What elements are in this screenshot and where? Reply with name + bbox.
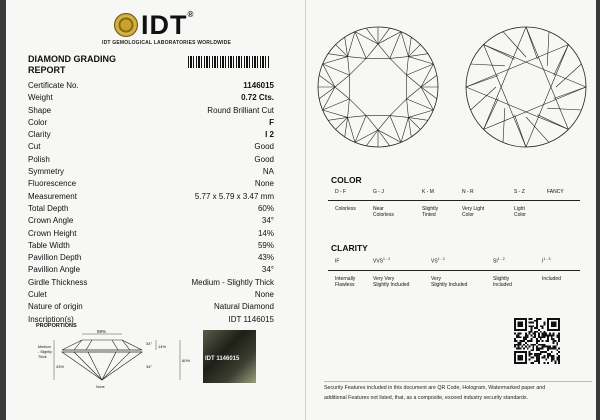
table-pct-label: 59%	[97, 329, 107, 334]
clarity-desc-line: Slightly Included	[431, 282, 468, 288]
girdle-label-3: Thick	[38, 355, 47, 359]
clarity-grade	[542, 257, 550, 265]
field-label: Fluorescence	[28, 179, 77, 189]
clarity-desc-line: Slightly	[493, 276, 510, 282]
color-grade: D - F	[335, 189, 347, 195]
field-row	[28, 117, 274, 129]
grading-report	[6, 0, 596, 420]
field-label: Culet	[28, 290, 47, 300]
registered-mark: ®	[187, 9, 195, 19]
color-desc-line: Very Light	[462, 206, 485, 212]
clarity-scale-rule	[328, 270, 580, 271]
field-value: Natural Diamond	[213, 302, 274, 312]
field-row	[28, 178, 274, 190]
field-value: 1146015	[243, 81, 274, 90]
clarity-desc-line: Very	[431, 276, 442, 282]
field-label: Shape	[28, 105, 52, 115]
color-desc-line: Light	[514, 206, 525, 212]
field-row	[28, 80, 274, 92]
field-label: Nature of origin	[28, 302, 83, 312]
field-row	[28, 228, 274, 240]
clarity-grade-base: IF	[335, 258, 340, 265]
field-row	[28, 154, 274, 166]
color-grade: K - M	[422, 189, 434, 195]
idt-logo	[114, 10, 194, 40]
clarity-grade-desc	[335, 276, 355, 288]
clarity-grade-sup: 1 - 2	[497, 257, 505, 261]
field-label: Inscription(s)	[28, 314, 74, 324]
pavilion-angle-label: 34°	[146, 364, 153, 369]
seal-icon	[114, 13, 138, 37]
clarity-desc-line: Flawless	[335, 282, 355, 288]
brand-name: IDT	[141, 9, 188, 40]
color-grade: N - R	[462, 189, 474, 195]
field-label: Polish	[28, 154, 50, 164]
field-label: Weight	[28, 93, 53, 103]
field-value: Round Brilliant Cut	[207, 105, 274, 115]
clarity-grade-base: VVS	[373, 258, 384, 265]
color-desc-line: Color	[514, 212, 526, 218]
field-value: 59%	[257, 240, 274, 250]
field-row	[28, 252, 274, 264]
clarity-grade-desc	[373, 276, 409, 288]
inscription-photo-label: IDT 1146015	[205, 356, 240, 362]
field-label: Crown Angle	[28, 216, 74, 226]
field-label: Measurement	[28, 191, 77, 201]
color-grade-desc	[462, 206, 484, 218]
clarity-grade	[335, 257, 339, 265]
field-row	[28, 105, 274, 117]
lab-tagline: IDT GEMOLOGICAL LABORATORIES WORLDWIDE	[102, 40, 231, 46]
color-desc-line: Colorless	[335, 206, 356, 212]
girdle-label-2: - Slightly	[38, 350, 52, 354]
field-value: 43%	[257, 253, 274, 263]
field-value: Medium - Slightly Thick	[191, 277, 274, 287]
field-row	[28, 166, 274, 178]
pavilion-depth-label: 43%	[56, 364, 65, 369]
field-label: Table Width	[28, 240, 70, 250]
clarity-desc-line: Internally	[335, 276, 356, 282]
pavilion-plot-diagram	[466, 27, 586, 147]
report-title-line1: DIAMOND GRADING	[28, 54, 116, 64]
color-grade-desc	[514, 206, 526, 218]
color-desc-line: Color	[462, 212, 474, 218]
field-value: Good	[254, 142, 274, 152]
field-label: Certificate No.	[28, 81, 79, 90]
field-row	[28, 92, 274, 104]
color-desc-line: Near	[373, 206, 384, 212]
field-value: 5.77 x 5.79 x 3.47 mm	[194, 191, 274, 201]
color-grade-desc	[373, 206, 394, 218]
color-scale-rule	[328, 200, 580, 201]
field-value: Good	[254, 154, 274, 164]
clarity-desc-line: Slightly Included	[373, 282, 410, 288]
color-grade: S - Z	[514, 189, 525, 195]
field-label: Symmetry	[28, 167, 64, 177]
barcode	[188, 56, 270, 68]
field-row	[28, 277, 274, 289]
field-row	[28, 301, 274, 313]
field-row	[28, 240, 274, 252]
clarity-desc-line: Included	[542, 276, 561, 282]
field-row	[28, 141, 274, 153]
clarity-grade-desc	[493, 276, 512, 288]
field-row	[28, 129, 274, 141]
footer-line-1: Security Features included in this document are QR Code, Hologram, Watermarked paper and	[324, 385, 546, 391]
footer-line-2: additional Features not listed, that, as a composite, exceed industry security standards.	[324, 395, 529, 401]
field-row	[28, 289, 274, 301]
clarity-desc-line: Included	[493, 282, 512, 288]
clarity-grade-sup: 1 - 2	[383, 257, 391, 261]
field-value: I 2	[265, 130, 274, 140]
color-grade-desc	[422, 206, 438, 218]
color-desc-line: Tinted	[422, 212, 436, 218]
field-value: 34°	[261, 265, 274, 275]
qr-code	[514, 318, 560, 364]
girdle-label-1: Medium	[38, 345, 51, 349]
field-value: NA	[262, 167, 274, 177]
field-value: None	[254, 179, 274, 189]
color-desc-line: Colorless	[373, 212, 394, 218]
field-label: Pavillion Angle	[28, 265, 81, 275]
color-grade: FANCY	[547, 189, 564, 195]
report-title	[28, 54, 148, 76]
report-title-line2: REPORT	[28, 65, 66, 75]
report-fields	[28, 80, 274, 326]
depth-label: 60%	[182, 358, 191, 363]
proportions-diagram	[34, 328, 194, 392]
facet-diagrams	[316, 22, 596, 157]
field-label: Pavillion Depth	[28, 253, 82, 263]
field-value: 60%	[257, 203, 274, 213]
clarity-grade	[493, 257, 505, 265]
color-grade: G - J	[373, 189, 384, 195]
crown-plot-diagram	[318, 27, 438, 147]
clarity-grade-base: VS	[431, 258, 438, 265]
field-label: Color	[28, 117, 48, 127]
field-label: Clarity	[28, 130, 51, 140]
clarity-grade-desc	[431, 276, 467, 288]
field-row	[28, 191, 274, 203]
field-value: F	[269, 117, 274, 127]
color-grade-desc	[335, 206, 356, 212]
field-label: Total Depth	[28, 203, 69, 213]
crown-height-label: 14%	[158, 344, 167, 349]
field-label: Cut	[28, 142, 41, 152]
proportions-title: PROPORTIONS	[36, 323, 77, 329]
field-value: IDT 1146015	[228, 314, 274, 324]
security-footer	[324, 381, 592, 403]
field-value: 34°	[261, 216, 274, 226]
clarity-grade-desc	[542, 276, 561, 282]
field-label: Girdle Thickness	[28, 277, 88, 287]
clarity-grade-sup: 1 - 2	[437, 257, 445, 261]
clarity-grade-base: I	[542, 258, 544, 265]
field-value: None	[254, 290, 274, 300]
field-row	[28, 215, 274, 227]
clarity-grade	[431, 257, 445, 265]
color-desc-line: Slightly	[422, 206, 439, 212]
clarity-grade-sup: 1 - 3	[543, 257, 551, 261]
inscription-photo	[203, 330, 256, 383]
field-row	[28, 203, 274, 215]
culet-label: None	[96, 385, 105, 389]
field-row	[28, 264, 274, 276]
color-scale-title: COLOR	[331, 175, 362, 185]
field-value: 0.72 Cts.	[241, 93, 274, 103]
clarity-desc-line: Very Very	[373, 276, 395, 282]
field-label: Crown Height	[28, 228, 77, 238]
clarity-scale-title: CLARITY	[331, 243, 368, 253]
field-value: 14%	[257, 228, 274, 238]
crown-angle-label: 34°	[146, 341, 153, 346]
clarity-grade	[373, 257, 390, 265]
clarity-grade-base: SI	[493, 258, 498, 265]
page-fold	[305, 0, 306, 420]
